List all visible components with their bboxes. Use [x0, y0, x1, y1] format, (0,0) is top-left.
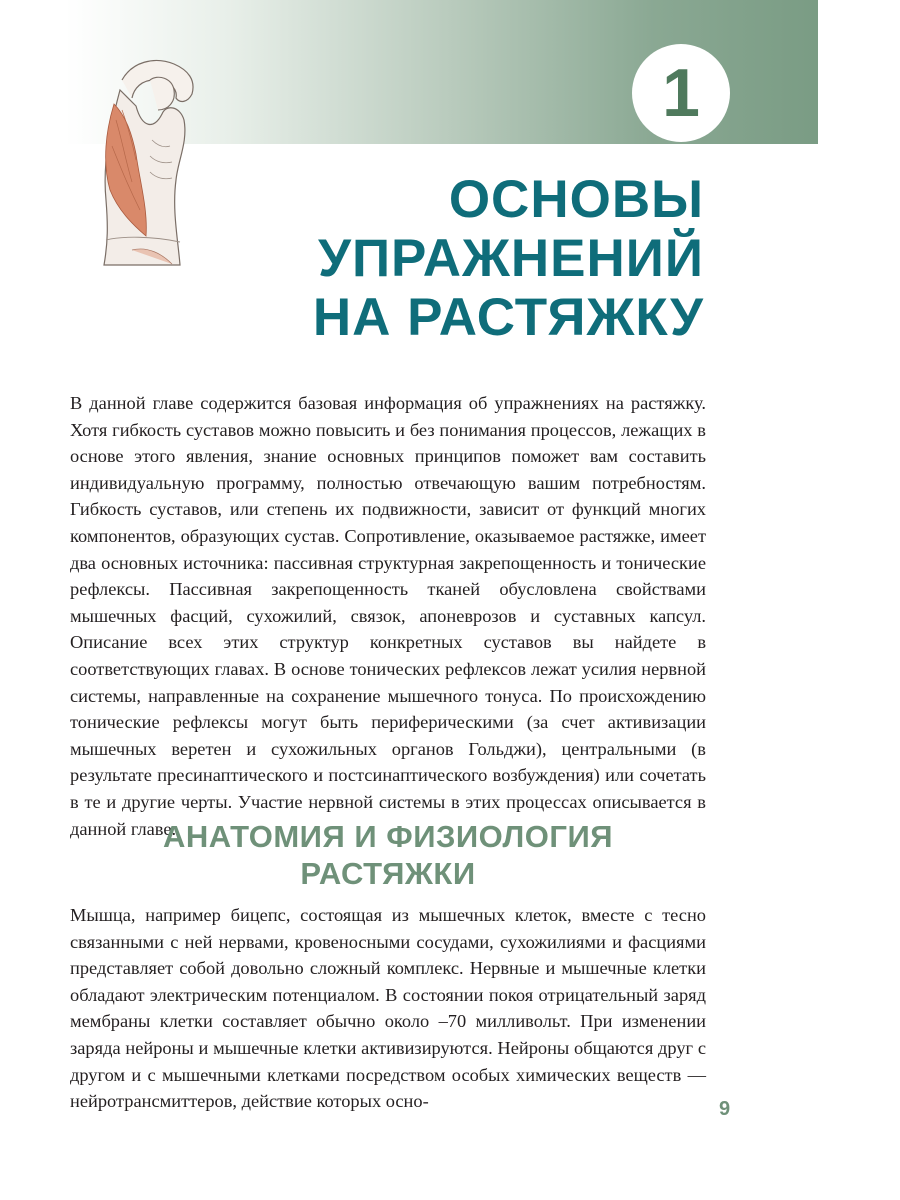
- chapter-title: [313, 170, 704, 347]
- chapter-number: 1: [662, 55, 700, 131]
- page-number: 9: [719, 1098, 731, 1120]
- chapter-title-line: НА РАСТЯЖКУ: [312, 288, 704, 347]
- section-heading: [70, 818, 706, 892]
- chapter-title-line: ОСНОВЫ: [448, 170, 704, 229]
- chapter-title-line: УПРАЖНЕНИЙ: [317, 229, 704, 288]
- chapter-number-badge: [632, 44, 730, 142]
- section-heading-line: АНАТОМИЯ И ФИЗИОЛОГИЯ: [162, 819, 614, 854]
- section-paragraph: Мышца, например бицепс, состоящая из мышечных клеток, вместе с тесно связанными с ней нервами, кровеносными сосудами, сухожилиями и фасциями представляет собой довольно сложный комплекс. Нервные и мышечные клетки обладают электрическим потенциалом. В состоянии покоя отрицательный заряд мембраны клетки составляет обычно около –70 милливольт. При изменении заряда нейроны и мышечные клетки активизируются. Нейроны общаются друг с другом и с мышечными клетками посредством особых химических веществ — нейротрансмиттеров, действие которых осно-: [70, 905, 706, 1112]
- intro-paragraph: В данной главе содержится базовая информация об упражнениях на растяжку. Хотя гибкость суставов можно повысить и без понимания процессов, лежащих в основе этого явления, знание основных принципов поможет вам составить индивидуальную программу, полностью отвечающую вашим потребностям. Гибкость суставов, или степень их подвижности, зависит от функций многих компонентов, образующих сустав. Сопротивление, оказываемое растяжке, имеет два основных источника: пассивная структурная закрепощенность и тонические рефлексы. Пассивная закрепощенность тканей обусловлена свойствами мышечных фасций, сухожилий, связок, апоневрозов и суставных капсул. Описание всех этих структур конкретных суставов вы найдете в соответствующих главах. В основе тонических рефлексов лежат усилия нервной системы, направленные на сохранение мышечного тонуса. По происхождению тонические рефлексы могут быть периферическими (за счет активизации мышечных веретен и сухожильных органов Гольджи), центральными (в результате пресинаптического и постсинаптического возбуждения) или сочетать в те и другие черты. Участие нервной системы в этих процессах описывается в данной главе.: [70, 393, 706, 839]
- section-heading-line: РАСТЯЖКИ: [300, 856, 476, 891]
- stretching-torso-illustration-icon: [92, 50, 212, 285]
